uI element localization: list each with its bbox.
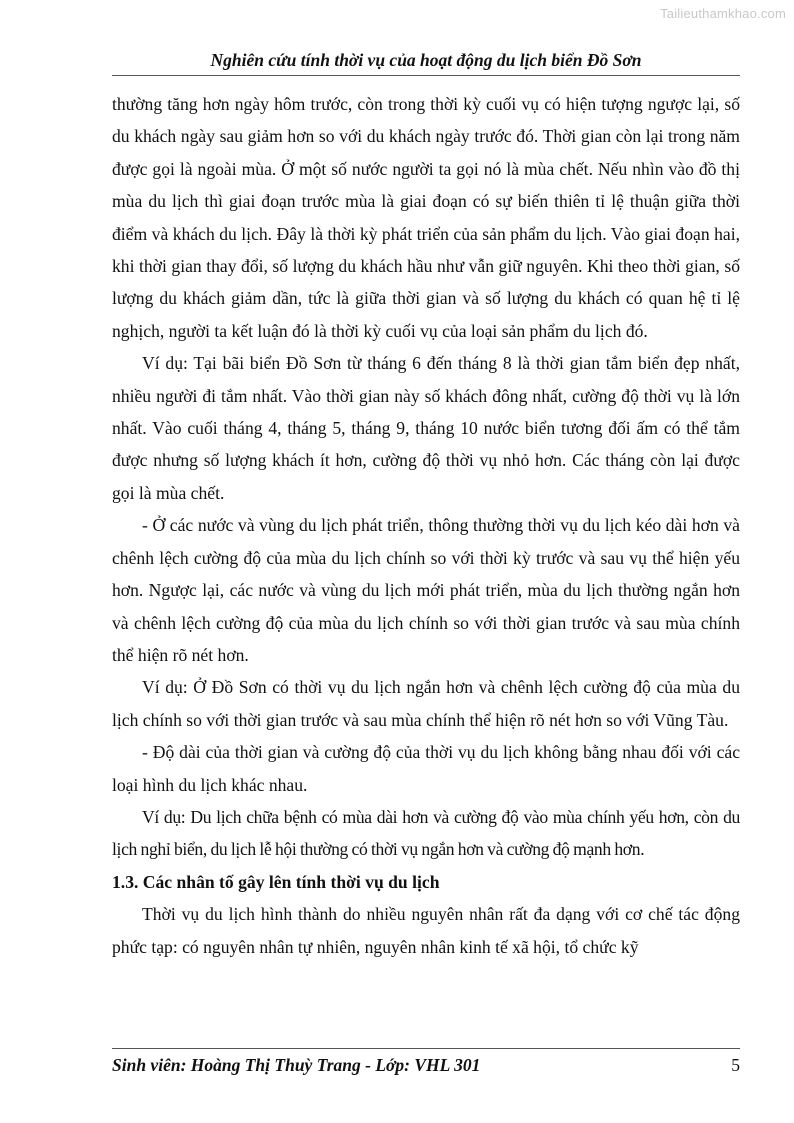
paragraph-duration-intensity: - Độ dài của thời gian và cường độ của thời vụ du lịch không bằng nhau đối với các loại hình du lịch khác nhau. bbox=[112, 742, 740, 795]
paragraph-example-vung-tau: Ví dụ: Ở Đồ Sơn có thời vụ du lịch ngắn hơn và chênh lệch cường độ của mùa du lịch chính so với thời gian trước và sau mùa chính thể hiện rõ nét hơn so với Vũng Tàu. bbox=[112, 677, 740, 730]
paragraph-example-do-son: Ví dụ: Tại bãi biển Đồ Sơn từ tháng 6 đến tháng 8 là thời gian tắm biển đẹp nhất, nhiều người đi tắm nhất. Vào thời gian này số khách đông nhất, cường độ thời vụ là lớn nhất. Vào cuối tháng 4, tháng 5, tháng 9, tháng 10 nước biển tương đối ấm có thể tắm được nhưng số lượng khách ít hơn, cường độ thời vụ nhỏ hơn. Các tháng còn lại được gọi là mùa chết. bbox=[112, 353, 740, 503]
page-number: 5 bbox=[731, 1055, 740, 1075]
page-footer bbox=[112, 1048, 740, 1076]
section-heading: 1.3. Các nhân tố gây lên tính thời vụ du lịch bbox=[112, 871, 440, 892]
page-header: Nghiên cứu tính thời vụ của hoạt động du lịch biển Đồ Sơn bbox=[112, 50, 740, 76]
paragraph-developed-countries: - Ở các nước và vùng du lịch phát triển, thông thường thời vụ du lịch kéo dài hơn và chênh lệch cường độ của mùa du lịch chính so với thời kỳ trước và sau vụ thể hiện yếu hơn. Ngược lại, các nước và vùng du lịch mới phát triển, mùa du lịch thường ngắn hơn và chênh lệch cường độ của mùa du lịch chính so với thời gian trước và sau mùa chính thể hiện rõ nét hơn. bbox=[112, 515, 740, 665]
document-body bbox=[112, 88, 740, 963]
paragraph-example-healthcare: Ví dụ: Du lịch chữa bệnh có mùa dài hơn và cường độ vào mùa chính yếu hơn, còn du lịch nghỉ biển, du lịch lễ hội thường có thời vụ ngắn hơn và cường độ mạnh hơn. bbox=[112, 806, 740, 860]
paragraph-continued: thường tăng hơn ngày hôm trước, còn trong thời kỳ cuối vụ có hiện tượng ngược lại, số du khách ngày sau giảm hơn so với du khách ngày trước đó. Thời gian còn lại trong năm được gọi là ngoài mùa. Ở một số nước người ta gọi nó là mùa chết. Nếu nhìn vào đồ thị mùa du lịch thì giai đoạn trước mùa là giai đoạn có sự biến thiên tỉ lệ thuận giữa thời điểm và khách du lịch. Đây là thời kỳ phát triển của sản phẩm du lịch. Vào giai đoạn hai, khi thời gian thay đổi, số lượng du khách hầu như vẫn giữ nguyên. Khi theo thời gian, số lượng du khách giảm dần, tức là giữa thời gian và số lượng du khách có quan hệ tỉ lệ nghịch, người ta kết luận đó là thời kỳ cuối vụ của loại sản phẩm du lịch đó. bbox=[112, 94, 740, 341]
watermark: Tailieuthamkhao.com bbox=[660, 6, 786, 21]
footer-author: Sinh viên: Hoàng Thị Thuỳ Trang - Lớp: VHL 301 bbox=[112, 1055, 481, 1075]
section-paragraph: Thời vụ du lịch hình thành do nhiều nguyên nhân rất đa dạng với cơ chế tác động phức tạp: có nguyên nhân tự nhiên, nguyên nhân kinh tế xã hội, tổ chức kỹ bbox=[112, 904, 740, 957]
